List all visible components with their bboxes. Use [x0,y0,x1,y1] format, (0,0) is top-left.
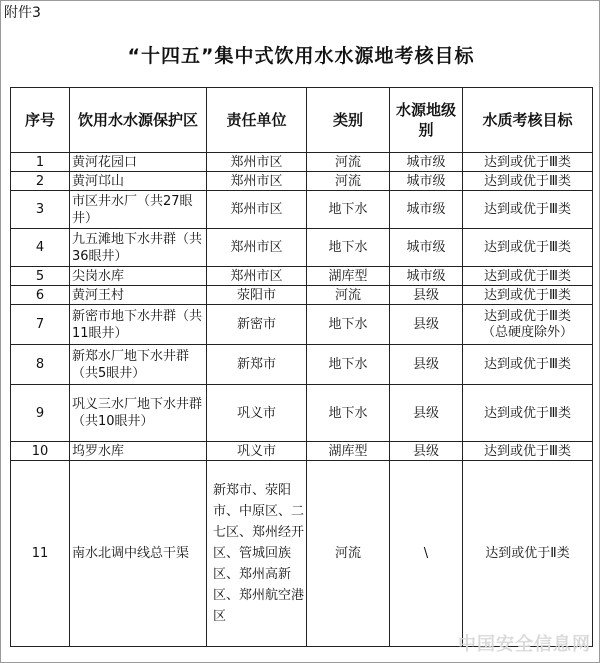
cell-level: 县级 [390,286,463,305]
cell-source: 新密市地下水井群（共11眼井） [70,305,207,345]
cell-source: 黄河花园口 [70,153,207,172]
cell-level: 县级 [390,385,463,442]
target-note: （总硬度除外） [481,324,573,340]
cell-target: 达到或优于Ⅱ类 [463,461,593,647]
table-row [11,286,593,305]
header-source: 饮用水水源保护区 [70,88,207,153]
table-row [11,461,593,647]
cell-source: 市区井水厂（共27眼井） [70,191,207,229]
header-target: 水质考核目标 [463,88,593,153]
table-row [11,191,593,229]
cell-source: 黄河邙山 [70,172,207,191]
cell-unit: 巩义市 [207,442,307,461]
header-type: 类别 [307,88,390,153]
cell-no: 6 [11,286,70,305]
header-unit: 责任单位 [207,88,307,153]
cell-type: 地下水 [307,191,390,229]
cell-no: 5 [11,267,70,286]
table-row [11,345,593,385]
cell-no: 1 [11,153,70,172]
cell-source: 新郑水厂地下水井群（共5眼井） [70,345,207,385]
cell-target: 达到或优于Ⅲ类 [463,153,593,172]
watermark-logo: 中国安全信息网 [458,634,591,655]
cell-type: 地下水 [307,229,390,267]
cell-level: 城市级 [390,153,463,172]
cell-source: 坞罗水库 [70,442,207,461]
cell-type: 地下水 [307,305,390,345]
table-header-row [11,88,593,153]
cell-target: 达到或优于Ⅲ类 [463,229,593,267]
cell-unit: 新郑市 [207,345,307,385]
cell-no: 10 [11,442,70,461]
document-title: “十四五”集中式饮用水水源地考核目标 [127,45,475,67]
cell-target [463,305,593,345]
cell-level: 县级 [390,442,463,461]
cell-no: 7 [11,305,70,345]
cell-target: 达到或优于Ⅲ类 [463,385,593,442]
cell-no: 3 [11,191,70,229]
cell-target: 达到或优于Ⅲ类 [463,191,593,229]
table-row [11,385,593,442]
cell-no: 11 [11,461,70,647]
cell-type: 湖库型 [307,442,390,461]
table-row [11,305,593,345]
cell-unit: 郑州市区 [207,172,307,191]
cell-level: 县级 [390,345,463,385]
cell-target: 达到或优于Ⅲ类 [463,345,593,385]
cell-level: 县级 [390,305,463,345]
cell-unit: 郑州市区 [207,191,307,229]
cell-no: 9 [11,385,70,442]
cell-unit: 郑州市区 [207,153,307,172]
cell-target: 达到或优于Ⅲ类 [463,286,593,305]
cell-no: 8 [11,345,70,385]
cell-type: 河流 [307,286,390,305]
cell-unit: 荥阳市 [207,286,307,305]
cell-unit: 巩义市 [207,385,307,442]
cell-source: 巩义三水厂地下水井群（共10眼井） [70,385,207,442]
cell-target: 达到或优于Ⅲ类 [463,267,593,286]
cell-unit: 新密市 [207,305,307,345]
cell-no: 4 [11,229,70,267]
cell-source: 南水北调中线总干渠 [70,461,207,647]
attachment-label: 附件3 [4,5,41,21]
cell-type: 河流 [307,172,390,191]
header-no: 序号 [11,88,70,153]
cell-level: \ [390,461,463,647]
cell-target: 达到或优于Ⅲ类 [463,442,593,461]
cell-source: 九五滩地下水井群（共36眼井） [70,229,207,267]
cell-no: 2 [11,172,70,191]
cell-source: 尖岗水库 [70,267,207,286]
cell-level: 城市级 [390,172,463,191]
table-row [11,153,593,172]
cell-level: 城市级 [390,191,463,229]
cell-source: 黄河王村 [70,286,207,305]
cell-type: 湖库型 [307,267,390,286]
assessment-table [10,87,593,647]
target-text: 达到或优于Ⅲ类 [484,308,571,324]
cell-level: 城市级 [390,267,463,286]
table-row [11,229,593,267]
header-level: 水源地级别 [390,88,463,153]
cell-type: 河流 [307,153,390,172]
table-row [11,267,593,286]
cell-unit: 郑州市区 [207,229,307,267]
cell-unit: 新郑市、荥阳市、中原区、二七区、郑州经开区、管城回族区、郑州高新区、郑州航空港区 [207,461,307,647]
cell-type: 地下水 [307,345,390,385]
cell-type: 河流 [307,461,390,647]
cell-level: 城市级 [390,229,463,267]
table-row [11,442,593,461]
table-row [11,172,593,191]
cell-unit: 郑州市区 [207,267,307,286]
cell-type: 地下水 [307,385,390,442]
cell-target: 达到或优于Ⅲ类 [463,172,593,191]
